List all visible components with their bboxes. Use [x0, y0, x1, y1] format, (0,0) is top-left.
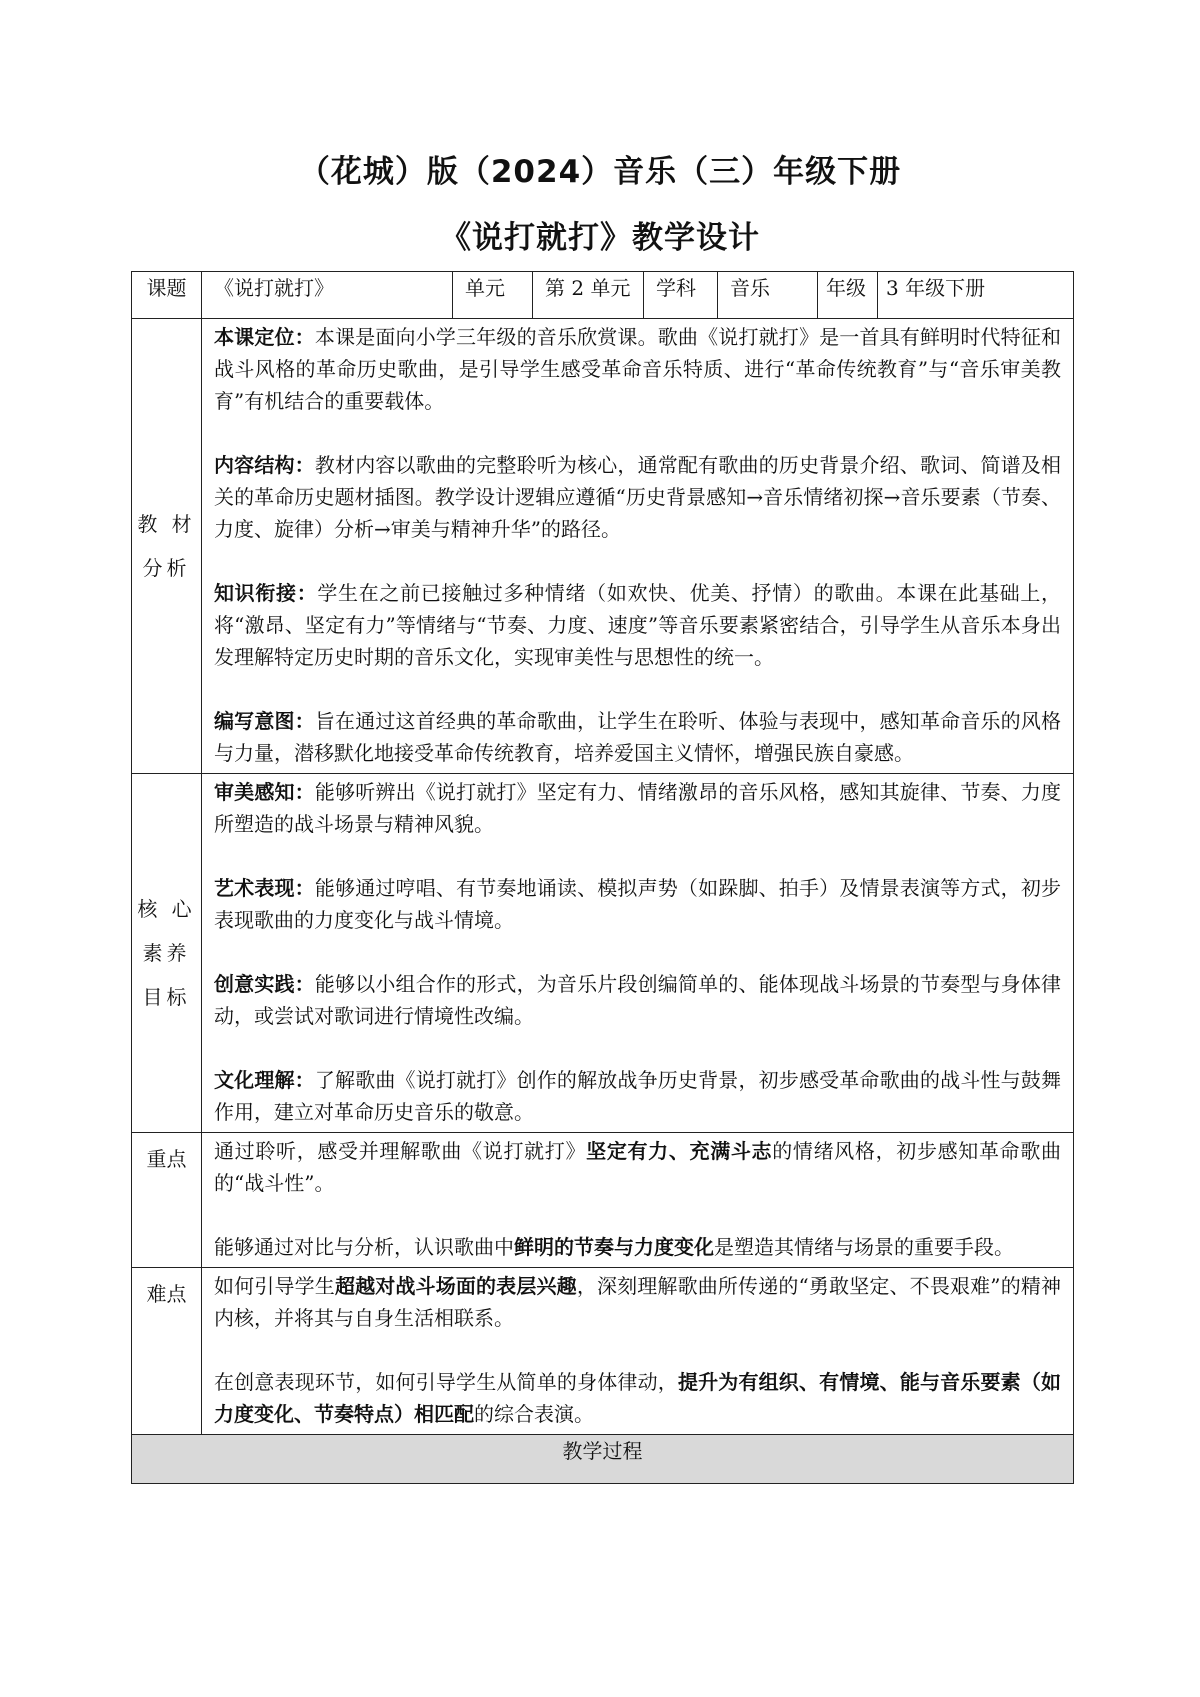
- material-analysis-row: [132, 319, 1074, 774]
- grade-label: 年级: [826, 276, 866, 300]
- goals-label: 核 心 素养目标: [137, 897, 196, 1009]
- subject-value: 音乐: [730, 276, 770, 300]
- goals-content: [202, 774, 1073, 1132]
- key-points-row: [132, 1133, 1074, 1268]
- key-points-content-cell: [202, 1133, 1074, 1268]
- goals-p2-key: 艺术表现：: [214, 876, 315, 900]
- teaching-process-row: [132, 1435, 1074, 1484]
- difficulties-content: [202, 1268, 1073, 1434]
- key-points-p1-c: 的情绪风格，初步感知革命歌曲的“战斗性”。: [214, 1139, 1062, 1195]
- unit-label-cell: [453, 272, 533, 319]
- difficulties-label-cell: [132, 1268, 202, 1435]
- grade-label-cell: [818, 272, 878, 319]
- difficulties-p2-a: 在创意表现环节，如何引导学生从简单的身体律动，: [214, 1370, 678, 1394]
- core-goals-row: [132, 774, 1074, 1133]
- topic-label-cell: [132, 272, 202, 319]
- material-p1-key: 本课定位：: [214, 325, 315, 349]
- goals-p2-text: 能够通过哼唱、有节奏地诵读、模拟声势（如跺脚、拍手）及情景表演等方式，初步表现歌曲的力度变化与战斗情境。: [214, 876, 1062, 932]
- subject-label: 学科: [656, 276, 696, 300]
- difficulties-content-cell: [202, 1268, 1074, 1435]
- key-points-label: 重点: [146, 1147, 187, 1171]
- material-label: 教 材 分析: [137, 512, 196, 580]
- info-row: [132, 272, 1074, 319]
- material-p2-text: 教材内容以歌曲的完整聆听为核心，通常配有歌曲的历史背景介绍、歌词、简谱及相关的革命历史题材插图。教学设计逻辑应遵循“历史背景感知→音乐情绪初探→音乐要素（节奏、力度、旋律）分析→审美与精神升华”的路径。: [214, 453, 1062, 541]
- goals-content-cell: [202, 774, 1074, 1133]
- topic-value: 《说打就打》: [214, 276, 334, 300]
- key-points-p1-a: 通过聆听，感受并理解歌曲《说打就打》: [214, 1139, 587, 1163]
- material-paragraph: [214, 577, 1061, 673]
- teaching-process-label: 教学过程: [562, 1439, 643, 1463]
- material-content-cell: [202, 319, 1074, 774]
- goals-p1-key: 审美感知：: [214, 780, 315, 804]
- goals-paragraph: [214, 872, 1061, 936]
- material-p3-key: 知识衔接：: [214, 581, 318, 605]
- document-title: （花城）版（2024）音乐（三）年级下册: [298, 154, 902, 190]
- material-paragraph: [214, 449, 1061, 545]
- goals-p4-key: 文化理解：: [214, 1068, 315, 1092]
- unit-value-cell: [533, 272, 644, 319]
- goals-p3-text: 能够以小组合作的形式，为音乐片段创编简单的、能体现战斗场景的节奏型与身体律动，或尝试对歌词进行情境性改编。: [214, 972, 1062, 1028]
- unit-label: 单元: [465, 276, 505, 300]
- grade-value-cell: [878, 272, 1074, 319]
- difficulties-paragraph: [214, 1366, 1061, 1430]
- subject-value-cell: [718, 272, 818, 319]
- material-content: [202, 319, 1073, 773]
- difficulties-label: 难点: [146, 1282, 187, 1306]
- difficulties-paragraph: [214, 1270, 1061, 1334]
- material-p2-key: 内容结构：: [214, 453, 315, 477]
- material-p1-text: 本课是面向小学三年级的音乐欣赏课。歌曲《说打就打》是一首具有鲜明时代特征和战斗风格的革命历史歌曲，是引导学生感受革命音乐特质、进行“革命传统教育”与“音乐审美教育”有机结合的重要载体。: [214, 325, 1062, 413]
- goals-p4-text: 了解歌曲《说打就打》创作的解放战争历史背景，初步感受革命歌曲的战斗性与鼓舞作用，建立对革命历史音乐的敬意。: [214, 1068, 1062, 1124]
- material-label-cell: [132, 319, 202, 774]
- difficulties-row: [132, 1268, 1074, 1435]
- topic-label: 课题: [146, 276, 187, 300]
- topic-value-cell: [202, 272, 453, 319]
- goals-paragraph: [214, 776, 1061, 840]
- difficulties-p1-a: 如何引导学生: [214, 1274, 335, 1298]
- goals-p1-text: 能够听辨出《说打就打》坚定有力、情绪激昂的音乐风格，感知其旋律、节奏、力度所塑造的战斗场景与精神风貌。: [214, 780, 1062, 836]
- difficulties-p1-c: ，深刻理解歌曲所传递的“勇敢坚定、不畏艰难”的精神内核，并将其与自身生活相联系。: [214, 1274, 1062, 1330]
- goals-label-cell: [132, 774, 202, 1133]
- key-points-paragraph: [214, 1231, 1061, 1263]
- key-points-p2-a: 能够通过对比与分析，认识歌曲中: [214, 1235, 514, 1259]
- goals-p3-key: 创意实践：: [214, 972, 315, 996]
- goals-paragraph: [214, 968, 1061, 1032]
- material-paragraph: [214, 705, 1061, 769]
- material-p3-text: 学生在之前已接触过多种情绪（如欢快、优美、抒情）的歌曲。本课在此基础上，将“激昂、坚定有力”等情绪与“节奏、力度、速度”等音乐要素紧密结合，引导学生从音乐本身出发理解特定历史时期的音乐文化，实现审美性与思想性的统一。: [214, 581, 1061, 669]
- lesson-plan-table: [131, 271, 1074, 1484]
- key-points-paragraph: [214, 1135, 1061, 1199]
- key-points-content: [202, 1133, 1073, 1267]
- unit-value: 第 2 单元: [545, 276, 631, 300]
- document-subtitle: 《说打就打》教学设计: [440, 220, 760, 256]
- goals-paragraph: [214, 1064, 1061, 1128]
- subject-label-cell: [644, 272, 718, 319]
- grade-value: 3 年级下册: [886, 276, 986, 300]
- key-points-label-cell: [132, 1133, 202, 1268]
- teaching-process-cell: [132, 1435, 1074, 1484]
- material-paragraph: [214, 321, 1061, 417]
- material-p4-key: 编写意图：: [214, 709, 315, 733]
- key-points-p2-emphasis: 鲜明的节奏与力度变化: [514, 1235, 714, 1259]
- difficulties-p2-c: 的综合表演。: [474, 1402, 594, 1426]
- key-points-p1-emphasis: 坚定有力、充满斗志: [586, 1139, 773, 1163]
- difficulties-p1-emphasis: 超越对战斗场面的表层兴趣: [334, 1274, 577, 1298]
- material-p4-text: 旨在通过这首经典的革命歌曲，让学生在聆听、体验与表现中，感知革命音乐的风格与力量，潜移默化地接受革命传统教育，培养爱国主义情怀，增强民族自豪感。: [214, 709, 1062, 765]
- key-points-p2-c: 是塑造其情绪与场景的重要手段。: [714, 1235, 1014, 1259]
- difficulties-p2-emphasis: 提升为有组织、有情境、能与音乐要素（如力度变化、节奏特点）相匹配: [214, 1370, 1062, 1426]
